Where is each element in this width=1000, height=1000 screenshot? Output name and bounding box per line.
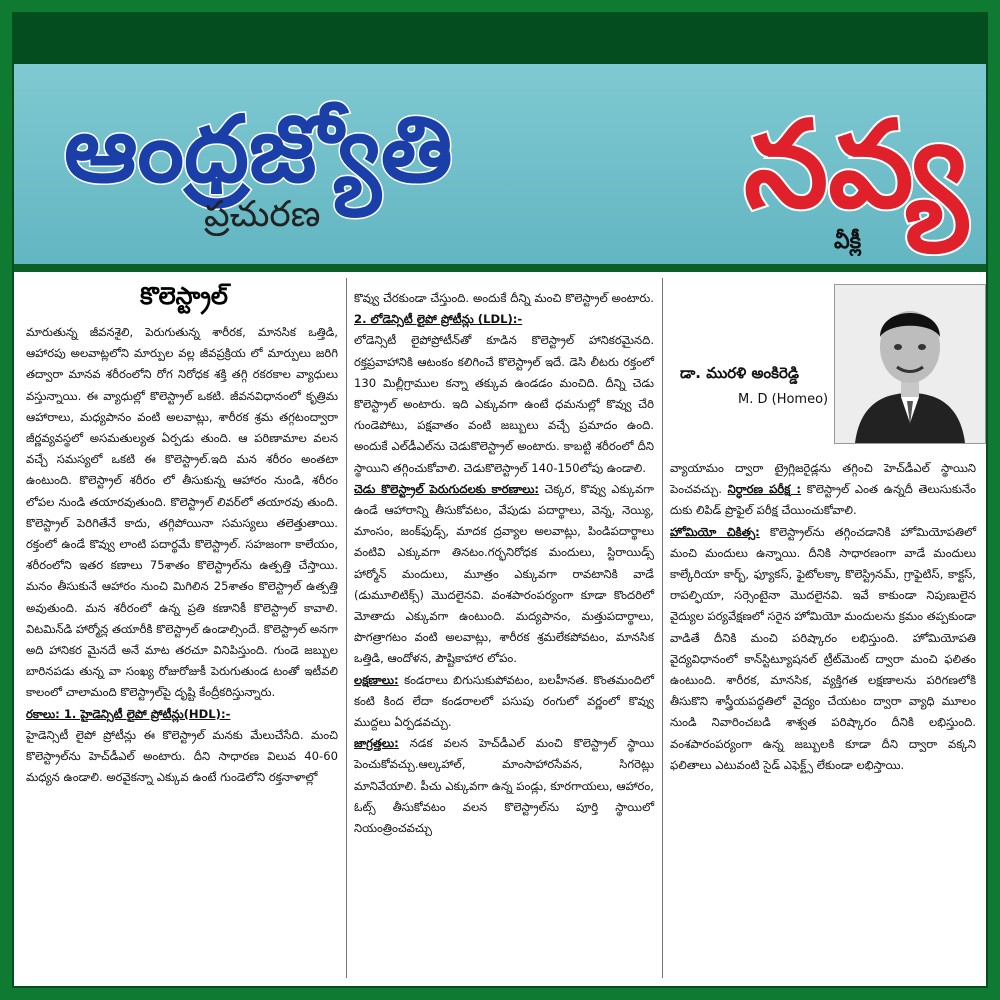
author-name: డా. మురళి అంకిరెడ్డి (680, 364, 799, 382)
symptoms-subheading: లక్షణాలు: (354, 672, 399, 687)
author-degree: M. D (Homeo) (738, 392, 829, 407)
column-rule (662, 278, 663, 978)
homeo-section (670, 522, 976, 776)
symptoms-section (354, 670, 654, 734)
care-section (354, 733, 654, 839)
article-headline: కొలెస్ట్రాల్ (140, 282, 228, 310)
intro-paragraph: మారుతున్న జీవనశైలి, పెరుగుతున్న శారీరక, మానసిక ఒత్తిడి, ఆహారపు అలవాట్లలోని మార్పుల వల్ల జీవప్రక్రియ లో మార్పులు జరిగి తద్వారా మానవ శరీరంలోని రోగ నిరోధక శక్తి తగ్గి రకరకాల వ్యాధులు వస్తున్నాయి. ఈ వ్యాధుల్లో కొలెస్ట్రాల్ ఒకటి. జీవనవిధానంలో కృత్రిమ ఆహారాలు, మధ్యపానం వంటి అలవాట్లు, శారీరక శ్రమ తగ్గటంద్వారా జీర్ణవ్యవస్థలో అసమతుల్యత ఏర్పడు తుంది. ఆ పరిణామాల వలన వచ్చే సమస్యలో ఒకటి ఈ కొలెస్ట్రాల్.ఇది మన శరీరం అంతటా ఉంటుంది. కొలెస్ట్రాల్ శరీరం లో తీసుకున్న ఆహారం నుండి, శరీరం లోపల నుండి తయారవుతుంది. కొలెస్ట్రాల్ లివర్‌లో తయారవు తుంది. కొలెస్ట్రాల్ పెరిగితేనే కాదు, తగ్గిపోయినా సమస్యలు తలెత్తుతాయి. రక్తంలో ఉండే కొవ్వు లాంటి పదార్థమే కొలెస్ట్రాల్. సహజంగా కాలేయం, శరీరంలోని ఇతర కణాలు 75శాతం కొలెస్ట్రాల్‌ను ఉత్పత్తి చేస్తాయి. మనం తీసుకునే ఆహారం నుంచి మిగిలిన 25శాతం కొలెస్ట్రాల్ ఉత్పత్తి అవుతుంది. మన శరీరంలో ఉన్న ప్రతి కణానికీ కొలెస్ట్రాల్ కావాలి. విటమిన్‌డి హార్మోన్ల తయారీకి కొలెస్ట్రాల్ ఉండాల్సిందే. కొలెస్ట్రాల్ అనగా అది హానికర మైనదే అనే మాట తరచూ వినిపిస్తుంది. గుండె జబ్బుల బారినపడు తున్న వా సంఖ్య రోజురోజుకీ పెరుగుతుండ టంతో ఇటీవలి కాలంలో చాలామంది కొలెస్ట్రాల్‌పై దృష్టి కేంద్రీకరిస్తున్నారు. (26, 325, 338, 700)
causes-text: చెక్కర, కొవ్వు ఎక్కువగా ఉండే ఆహారాన్ని తీసుకోవటం, వేపుడు పదార్థాలు, వెన్న, నెయ్యి, మాంసం, జంక్‌ఫుడ్స్, మాదక ద్రవ్యాల అలవాట్లు, పిండిపదార్థాలు వంటివి ఎక్కువగా తినటం.గర్భనిరోధక మందులు, స్టిరాయిడ్స్ హార్మోన్ మందులు, మూత్రం ఎక్కువగా రావటానికి వాడే (డుమూలిటిక్స్) మొదలైనవి. వంశపారంపర్యంగా కూడా కొందరిలో మోతాదు ఎక్కువగా ఉంటుంది. మద్యపానం, మత్తుపదార్థాలు, పొగత్రాగటం వంటి అలవాట్లు, శారీరక శ్రమలేకపోవటం, మానసిక ఒత్తిడి, ఆందోళన, పౌష్టికాహార లోపం. (354, 481, 654, 666)
andhrajyothy-logo (54, 86, 674, 236)
symptoms-text: కండరాలు బిగుసుకుపోవటం, బలహీనత. కొంతమందిలో కంటి కింద లేదా కండరాలలో పసుపు రంగులో వర్ణంలో కొవ్వు ముద్దలు ఏర్పడవచ్చు. (354, 672, 655, 730)
masthead-divider (14, 264, 986, 272)
test-text: కొలెస్ట్రాల్ ఎంత ఉన్నదీ తెలుసుకునేం దుకు లిపిడ్ ప్రొఫైల్ పరీక్ష చేయించుకోవాలి. (670, 482, 977, 518)
exercise-text: వ్యాయామం ద్వారా ట్రైగ్లిజరైడ్లను తగ్గించి హెచ్‌డీఎల్ స్థాయిని పెంచవచ్చు. (670, 461, 976, 497)
col2-lead: కొవ్వు చేరకుండా చేస్తుంది. అందుకే దీన్ని మంచి కొలెస్ట్రాల్ అంటారు. (354, 291, 654, 305)
test-subheading: నిర్ధారణ పరీక్ష : (727, 482, 802, 497)
article-column-2 (354, 288, 654, 839)
navya-logo (734, 76, 974, 256)
ldl-subheading: 2. లోడెన్సిటీ లైపో ప్రోటీన్లు (LDL):- (354, 312, 523, 327)
article-column-3 (670, 458, 976, 776)
newspaper-page (14, 64, 986, 986)
author-photo (834, 284, 986, 444)
homeo-subheading: హోమియో చికిత్స: (670, 524, 760, 539)
homeo-text: కొలెస్ట్రాల్‌ను తగ్గించడానికి హోమియోపతిలో మంచి మందులు ఉన్నాయి. దీనికి సాధారణంగా వాడే మందులు కాల్కేరియా కార్బ్, ఫ్యూకస్, ఫైటోలక్కా కొలెస్ట్రినమ్, గ్రాఫైటిస్, కాక్టస్, రాపల్ఫియా, సర్సెంటైనా మొదలైనవి. ఇవే కాకుండా నిపుణులైన వైద్యుల పర్యవేక్షణలో సరైన హోమియో మందులను క్రమం తప్పకుండా వాడితే దీనికి మంచి పరిష్కారం లభిస్తుంది. హోమియోపతి వైద్యవిధానంలో కాన్‌స్టిట్యూషనల్ ట్రీట్‌మెంట్ ద్వారా మంచి ఫలితం ఉంటుంది. శారీరక, మానసిక, వ్యక్తిగత లక్షణాలను పరిగణలోకి తీసుకొని శాస్త్రీయపద్ధతిలో వైద్యం చేయటం ద్వారా వ్యాధి మూలం నుండి నివారించబడి శాశ్వత పరిష్కారం దీనికి లభిస్తుంది. వంశపారంపర్యంగా ఉన్న జబ్బులకి కూడా దీని ద్వారా వక్కని ఫలితాలు ఎటువంటి సైడ్ ఎఫెక్ట్స్ లేకుండా లభిస్తాయి. (670, 524, 976, 772)
left-logo-text: ఆంధ్రజ్యోతి (64, 96, 453, 203)
right-logo-text: నవ్య (744, 96, 968, 235)
test-section (670, 458, 976, 522)
ldl-paragraph: లోడెన్సిటీ లైపోప్రోటీన్‌తో కూడిన కొలెస్ట్రాల్ హానికరమైనది. రక్తప్రవాహానికి ఆటంకం కలిగించే కొలెస్ట్రాల్ ఇదే. డెసి లీటరు రక్తంలో 130 మిల్లీగ్రాముల కన్నా తక్కువ ఉండడం మంచిది. దీన్ని చెడు కొలెస్ట్రాల్ అంటారు. ఇది ఎక్కువగా ఉంటే ధమనుల్లో కొవ్వు చేరి గుండెపోటు, పక్షవాతం వంటి జబ్బులు వచ్చే ప్రమాదం ఉంది. అందుకే ఎల్‌డీఎల్‌ను చెడుకొలెస్ట్రాల్ అంటారు. కాబట్టి శరీరంలో దీని స్థాయిని తగ్గించుకోవాలి. చెడుకొలెస్ట్రాల్ 140-150లోపు ఉండాలి. (354, 333, 654, 475)
causes-subheading: చెడు కొలెస్ట్రాల్ పెరుగుదలకు కారణాలు: (354, 481, 539, 496)
masthead (14, 64, 986, 264)
article-column-1 (26, 322, 338, 788)
hdl-subheading: రకాలు: 1. హైడెన్సిటీ లైపో ప్రోటీన్లు(HDL):- (26, 706, 231, 721)
care-subheading: జాగ్రత్తలు: (354, 736, 399, 751)
column-rule (346, 278, 347, 978)
ldl-intro (354, 288, 654, 330)
left-logo-subtext: ప్రచురణ (204, 194, 321, 235)
care-text: నడక వలన హెచ్‌డీఎల్ మంచి కొలెస్ట్రాల్ స్థాయి పెంచుకోవచ్చు.ఆల్కహాల్, మాంసాహారసేవన, సిగరెట్లు మానివేయాలి. పీచు ఎక్కువగా ఉన్న పండ్లు, కూరగాయలు, ఆహారం, ఓట్స్ తీసుకోవటం వలన కొలెస్ట్రాల్‌ను పూర్తి స్థాయిలో నియంత్రించవచ్చు (354, 736, 654, 836)
causes-section (354, 479, 654, 670)
hdl-paragraph: హైడెన్సిటీ లైపో ప్రోటీన్లు ఈ కొలెస్ట్రాల్ మనకు మేలుచేసేది. మంచి కొలెస్ట్రాల్‌ను హెచ్‌డీఎల్ అంటారు. దీని సాధారణ విలువ 40-60 మధ్యన ఉండాలి. అరవైకన్నా ఎక్కువ ఉంటే గుండెలోని రక్తనాళాల్లో (26, 727, 338, 785)
right-logo-subtext: వీక్లీ (834, 229, 862, 254)
